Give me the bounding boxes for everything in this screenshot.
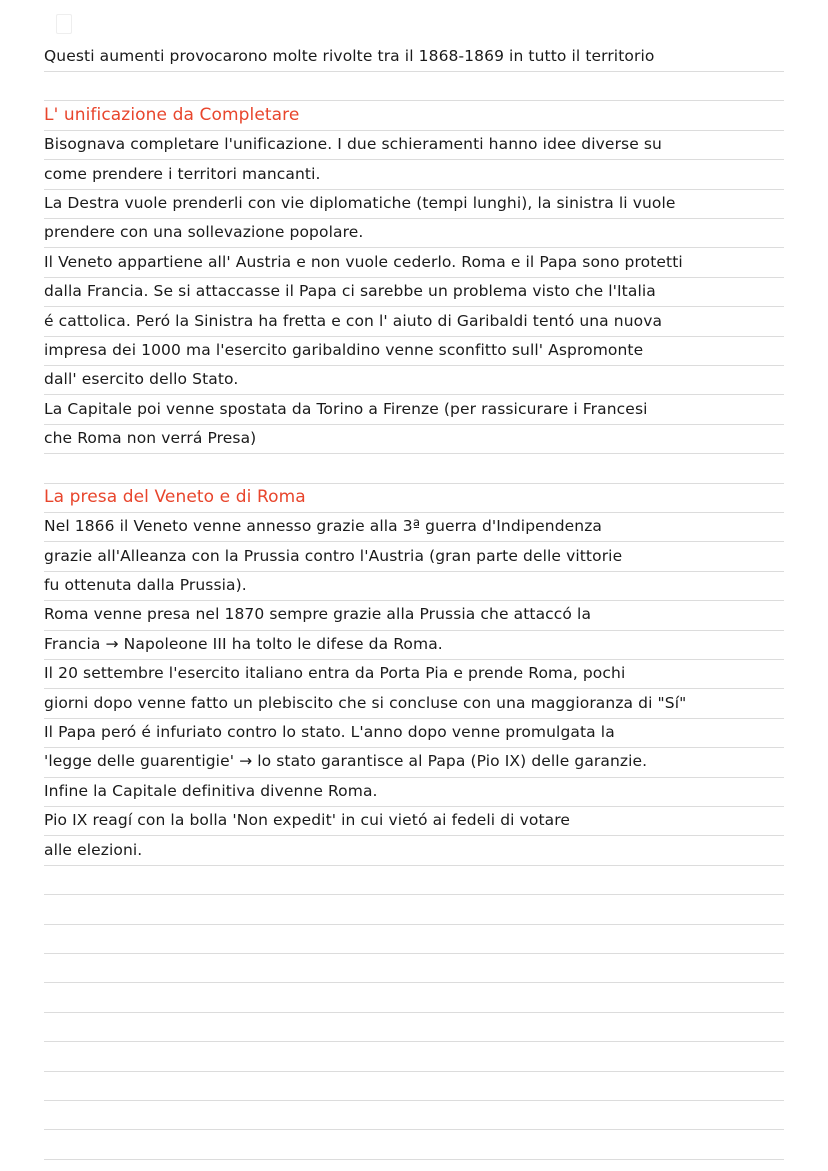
text-line: dall' esercito dello Stato. <box>44 370 239 389</box>
notes-content <box>44 42 794 865</box>
text-line: Infine la Capitale definitiva divenne Roma. <box>44 781 378 800</box>
text-line: Pio IX reagí con la bolla 'Non expedit' in cui vietó ai fedeli di votare <box>44 811 570 830</box>
section-heading-unificazione: L' unificazione da Completare <box>44 104 300 125</box>
ruled-line <box>44 894 784 895</box>
ruled-line <box>44 924 784 925</box>
text-line: fu ottenuta dalla Prussia). <box>44 576 247 595</box>
ruled-line <box>44 1071 784 1072</box>
ruled-line <box>44 1012 784 1013</box>
text-line: é cattolica. Peró la Sinistra ha fretta e con l' aiuto di Garibaldi tentó una nuova <box>44 311 663 330</box>
intro-line: Questi aumenti provocarono molte rivolte tra il 1868-1869 in tutto il territorio <box>44 47 655 65</box>
text-line: Roma venne presa nel 1870 sempre grazie alla Prussia che attaccó la <box>44 605 592 624</box>
text-line: impresa dei 1000 ma l'esercito garibaldino venne sconfitto sull' Aspromonte <box>44 340 644 359</box>
text-line: che Roma non verrá Presa) <box>44 429 257 448</box>
text-line: Nel 1866 il Veneto venne annesso grazie alla 3ª guerra d'Indipendenza <box>44 517 603 536</box>
ruled-line <box>44 1159 784 1160</box>
ruled-line <box>44 953 784 954</box>
text-line: Francia → Napoleone III ha tolto le difese da Roma. <box>44 634 443 653</box>
spacer <box>44 453 794 482</box>
text-line: prendere con una sollevazione popolare. <box>44 223 364 242</box>
text-line: Il Veneto appartiene all' Austria e non vuole cederlo. Roma e il Papa sono protetti <box>44 252 683 271</box>
text-line: 'legge delle guarentigie' → lo stato garantisce al Papa (Pio IX) delle garanzie. <box>44 752 648 771</box>
text-line: Bisognava completare l'unificazione. I due schieramenti hanno idee diverse su <box>44 135 662 154</box>
text-line: La Capitale poi venne spostata da Torino a Firenze (per rassicurare i Francesi <box>44 399 648 418</box>
ruled-line <box>44 1100 784 1101</box>
text-line: La Destra vuole prenderli con vie diplomatiche (tempi lunghi), la sinistra li vuole <box>44 193 676 212</box>
text-line: Il Papa peró é infuriato contro lo stato. L'anno dopo venne promulgata la <box>44 722 615 741</box>
spacer <box>44 71 794 100</box>
text-line: come prendere i territori mancanti. <box>44 164 321 183</box>
text-line: alle elezioni. <box>44 840 143 859</box>
text-line: giorni dopo venne fatto un plebiscito che si concluse con una maggioranza di "Sí" <box>44 693 687 712</box>
ruled-line <box>44 982 784 983</box>
text-line: grazie all'Alleanza con la Prussia contro l'Austria (gran parte delle vittorie <box>44 546 623 565</box>
text-line: Il 20 settembre l'esercito italiano entra da Porta Pia e prende Roma, pochi <box>44 664 626 683</box>
section-heading-veneto-roma: La presa del Veneto e di Roma <box>44 486 306 507</box>
ruled-line <box>44 1041 784 1042</box>
ruled-line <box>44 865 784 866</box>
text-line: dalla Francia. Se si attaccasse il Papa ci sarebbe un problema visto che l'Italia <box>44 282 656 301</box>
ruled-line <box>44 1129 784 1130</box>
